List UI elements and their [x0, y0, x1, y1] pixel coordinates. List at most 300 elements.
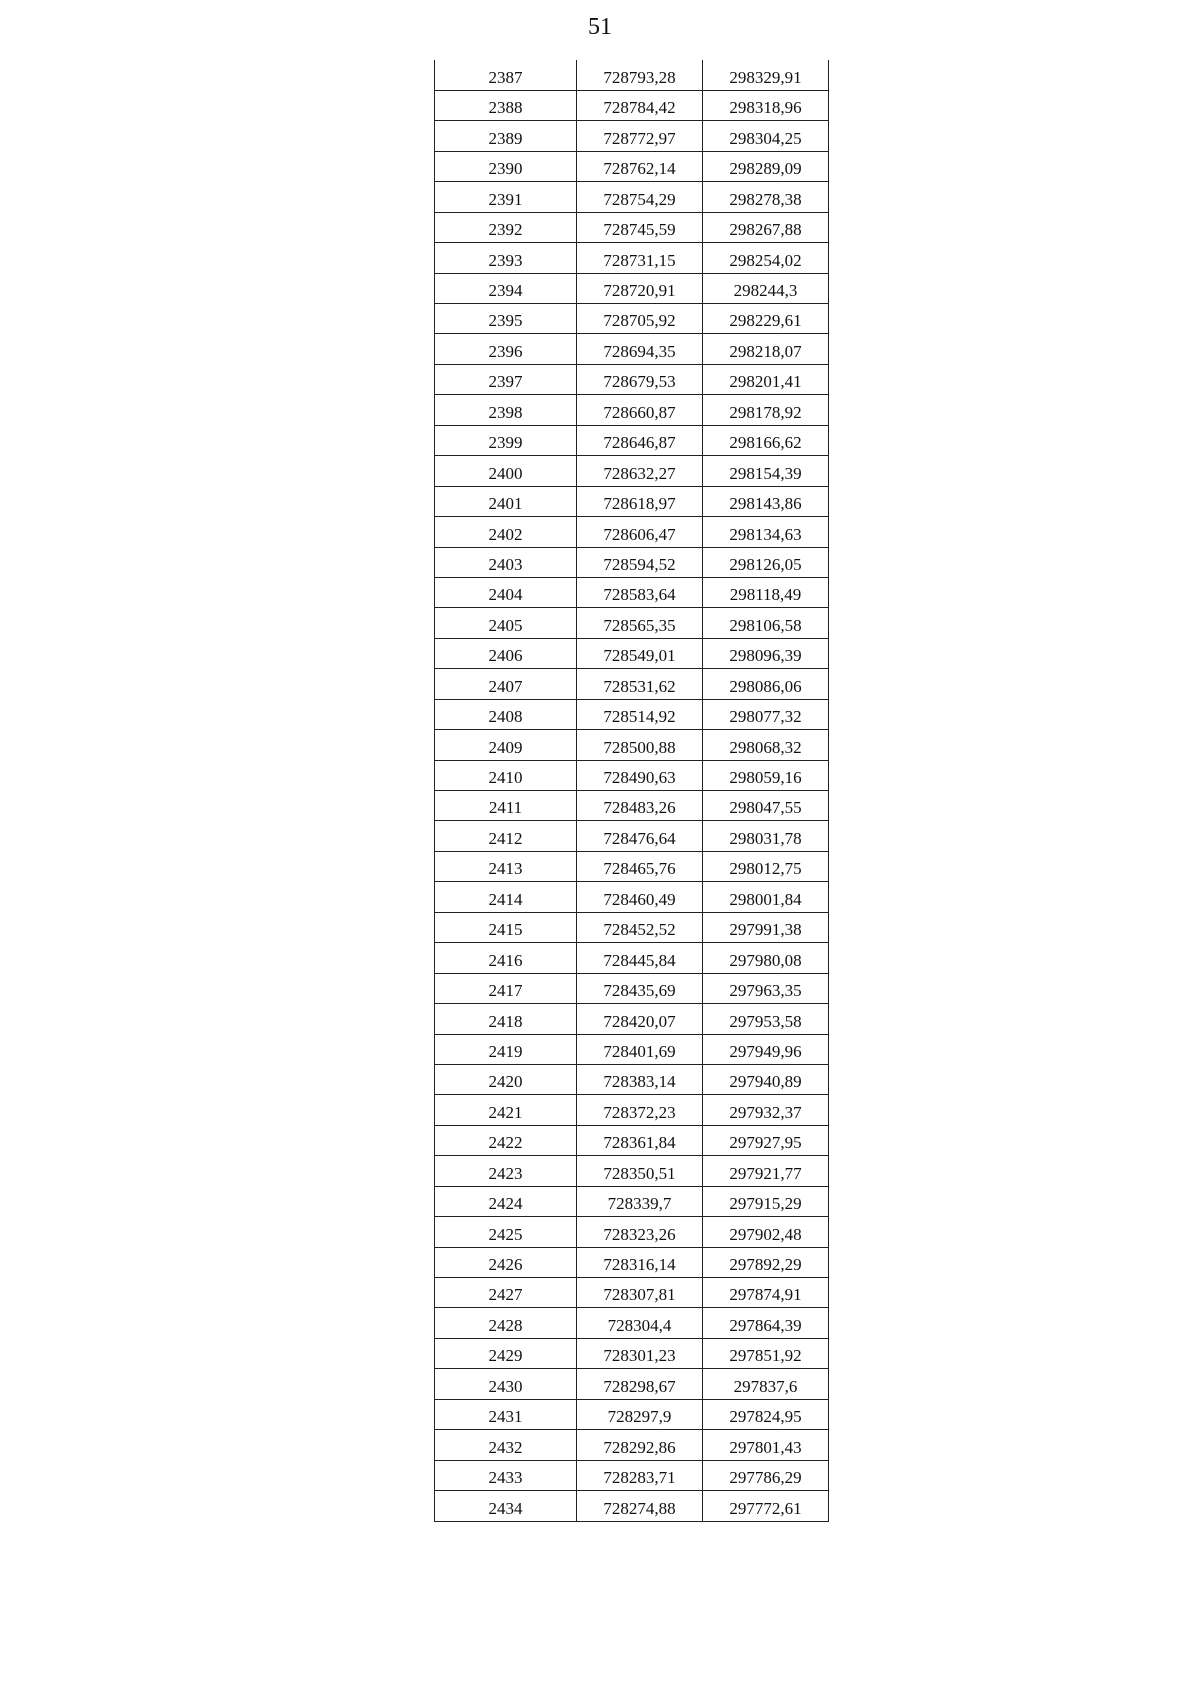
- cell-text: 2427: [488, 1285, 523, 1305]
- table-row: [435, 638, 829, 668]
- cell-text: 728316,14: [603, 1255, 676, 1274]
- table-row: [435, 1186, 829, 1216]
- cell-text: 297772,61: [729, 1498, 802, 1518]
- cell-text: 728297,9: [607, 1407, 672, 1427]
- cell-text: 298267,88: [729, 220, 802, 240]
- table-row: [435, 151, 829, 181]
- y-coordinate-cell: [703, 1430, 829, 1460]
- cell-text: 2428: [488, 1315, 523, 1335]
- y-coordinate-cell: [703, 1491, 829, 1521]
- y-coordinate-cell: [703, 1034, 829, 1064]
- cell-text: 728292,86: [603, 1437, 676, 1457]
- x-coordinate-cell: [577, 60, 703, 90]
- cell-text: 2402: [488, 524, 523, 544]
- table-row: [435, 90, 829, 120]
- table-row: [435, 1460, 829, 1490]
- y-coordinate-cell: [703, 1095, 829, 1125]
- cell-text: 2418: [488, 1011, 523, 1031]
- cell-text: 2401: [488, 494, 523, 514]
- table-row: [435, 791, 829, 821]
- y-coordinate-cell: [703, 486, 829, 516]
- cell-text: 728583,64: [603, 585, 676, 605]
- cell-text: 2432: [488, 1437, 523, 1457]
- y-coordinate-cell: [703, 304, 829, 334]
- point-number-cell: [435, 1095, 577, 1125]
- x-coordinate-cell: [577, 669, 703, 699]
- y-coordinate-cell: [703, 243, 829, 273]
- point-number-cell: [435, 791, 577, 821]
- x-coordinate-cell: [577, 1369, 703, 1399]
- cell-text: 728274,88: [603, 1498, 676, 1518]
- y-coordinate-cell: [703, 1369, 829, 1399]
- cell-text: 298318,96: [729, 98, 802, 118]
- point-number-cell: [435, 851, 577, 881]
- cell-text: 2412: [488, 828, 523, 848]
- cell-text: 728435,69: [603, 981, 676, 1001]
- point-number-cell: [435, 395, 577, 425]
- cell-text: 2415: [488, 920, 523, 940]
- cell-text: 298154,39: [729, 463, 802, 483]
- x-coordinate-cell: [577, 1095, 703, 1125]
- y-coordinate-cell: [703, 212, 829, 242]
- y-coordinate-cell: [703, 90, 829, 120]
- cell-text: 728298,67: [603, 1376, 676, 1396]
- cell-text: 2399: [488, 433, 523, 453]
- table-row: [435, 243, 829, 273]
- cell-text: 298031,78: [729, 828, 802, 848]
- cell-text: 2405: [488, 615, 523, 635]
- x-coordinate-cell: [577, 364, 703, 394]
- cell-text: 297824,95: [729, 1407, 802, 1427]
- table-row: [435, 1369, 829, 1399]
- x-coordinate-cell: [577, 486, 703, 516]
- cell-text: 2395: [488, 311, 523, 331]
- table-row: [435, 1430, 829, 1460]
- x-coordinate-cell: [577, 1430, 703, 1460]
- cell-text: 2390: [488, 159, 523, 179]
- table-row: [435, 182, 829, 212]
- y-coordinate-cell: [703, 334, 829, 364]
- x-coordinate-cell: [577, 1034, 703, 1064]
- cell-text: 298218,07: [729, 341, 802, 361]
- y-coordinate-cell: [703, 973, 829, 1003]
- coordinates-table: [434, 60, 829, 1522]
- table-row: [435, 851, 829, 881]
- y-coordinate-cell: [703, 1217, 829, 1247]
- table-row: [435, 821, 829, 851]
- y-coordinate-cell: [703, 851, 829, 881]
- x-coordinate-cell: [577, 1491, 703, 1521]
- table-row: [435, 60, 829, 90]
- cell-text: 2403: [488, 554, 523, 574]
- point-number-cell: [435, 1217, 577, 1247]
- y-coordinate-cell: [703, 1125, 829, 1155]
- point-number-cell: [435, 1278, 577, 1308]
- cell-text: 297949,96: [729, 1041, 802, 1061]
- cell-text: 2420: [488, 1072, 523, 1092]
- cell-text: 2425: [488, 1224, 523, 1244]
- table-body: [435, 60, 829, 1521]
- x-coordinate-cell: [577, 730, 703, 760]
- cell-text: 298047,55: [729, 798, 802, 818]
- cell-text: 728762,14: [603, 159, 676, 179]
- cell-text: 728476,64: [603, 828, 676, 848]
- cell-text: 2387: [488, 67, 523, 87]
- cell-text: 728793,28: [603, 67, 676, 87]
- cell-text: 2411: [488, 798, 523, 818]
- table-row: [435, 304, 829, 334]
- cell-text: 2429: [488, 1346, 523, 1366]
- cell-text: 298244,3: [733, 281, 798, 300]
- cell-text: 298077,32: [729, 707, 802, 727]
- cell-text: 728301,23: [603, 1346, 676, 1366]
- y-coordinate-cell: [703, 121, 829, 151]
- cell-text: 2397: [488, 372, 523, 392]
- y-coordinate-cell: [703, 151, 829, 181]
- cell-text: 728339,7: [607, 1194, 672, 1214]
- cell-text: 728500,88: [603, 737, 676, 757]
- x-coordinate-cell: [577, 943, 703, 973]
- point-number-cell: [435, 943, 577, 973]
- cell-text: 728514,92: [603, 707, 676, 727]
- x-coordinate-cell: [577, 304, 703, 334]
- y-coordinate-cell: [703, 517, 829, 547]
- x-coordinate-cell: [577, 1247, 703, 1277]
- cell-text: 2426: [488, 1255, 523, 1274]
- x-coordinate-cell: [577, 1186, 703, 1216]
- point-number-cell: [435, 1338, 577, 1368]
- cell-text: 2434: [488, 1498, 523, 1518]
- cell-text: 2431: [488, 1407, 523, 1427]
- cell-text: 2414: [488, 889, 523, 909]
- point-number-cell: [435, 1186, 577, 1216]
- table-row: [435, 1338, 829, 1368]
- table-row: [435, 1156, 829, 1186]
- point-number-cell: [435, 760, 577, 790]
- cell-text: 728420,07: [603, 1011, 676, 1031]
- cell-text: 728754,29: [603, 189, 676, 209]
- cell-text: 298143,86: [729, 494, 802, 514]
- y-coordinate-cell: [703, 882, 829, 912]
- y-coordinate-cell: [703, 1156, 829, 1186]
- point-number-cell: [435, 121, 577, 151]
- y-coordinate-cell: [703, 577, 829, 607]
- table-row: [435, 943, 829, 973]
- table-row: [435, 1004, 829, 1034]
- y-coordinate-cell: [703, 821, 829, 851]
- y-coordinate-cell: [703, 1186, 829, 1216]
- y-coordinate-cell: [703, 730, 829, 760]
- cell-text: 728679,53: [603, 372, 676, 392]
- cell-text: 728531,62: [603, 676, 676, 696]
- table-row: [435, 121, 829, 151]
- cell-text: 2398: [488, 402, 523, 422]
- point-number-cell: [435, 1247, 577, 1277]
- point-number-cell: [435, 334, 577, 364]
- point-number-cell: [435, 1308, 577, 1338]
- cell-text: 728350,51: [603, 1163, 676, 1183]
- point-number-cell: [435, 669, 577, 699]
- cell-text: 728490,63: [603, 768, 676, 787]
- table-row: [435, 730, 829, 760]
- cell-text: 2389: [488, 128, 523, 148]
- cell-text: 298001,84: [729, 889, 802, 909]
- y-coordinate-cell: [703, 273, 829, 303]
- cell-text: 728323,26: [603, 1224, 676, 1244]
- point-number-cell: [435, 212, 577, 242]
- cell-text: 2419: [488, 1041, 523, 1061]
- cell-text: 2416: [488, 950, 523, 970]
- cell-text: 298329,91: [729, 67, 802, 87]
- cell-text: 2410: [488, 768, 523, 787]
- cell-text: 298289,09: [729, 159, 802, 179]
- point-number-cell: [435, 699, 577, 729]
- point-number-cell: [435, 1125, 577, 1155]
- cell-text: 728646,87: [603, 433, 676, 453]
- cell-text: 298178,92: [729, 402, 802, 422]
- y-coordinate-cell: [703, 1247, 829, 1277]
- cell-text: 2404: [488, 585, 523, 605]
- x-coordinate-cell: [577, 1125, 703, 1155]
- cell-text: 728705,92: [603, 311, 676, 331]
- y-coordinate-cell: [703, 943, 829, 973]
- table-row: [435, 1064, 829, 1094]
- y-coordinate-cell: [703, 1399, 829, 1429]
- cell-text: 2393: [488, 250, 523, 270]
- table-row: [435, 760, 829, 790]
- cell-text: 298166,62: [729, 433, 802, 453]
- cell-text: 728383,14: [603, 1072, 676, 1092]
- cell-text: 298304,25: [729, 128, 802, 148]
- cell-text: 2422: [488, 1133, 523, 1153]
- cell-text: 298134,63: [729, 524, 802, 544]
- cell-text: 728694,35: [603, 341, 676, 361]
- cell-text: 298059,16: [729, 768, 802, 787]
- table-row: [435, 1095, 829, 1125]
- cell-text: 728283,71: [603, 1468, 676, 1488]
- cell-text: 728745,59: [603, 220, 676, 240]
- cell-text: 728549,01: [603, 646, 676, 666]
- cell-text: 297921,77: [729, 1163, 802, 1183]
- cell-text: 2423: [488, 1163, 523, 1183]
- point-number-cell: [435, 364, 577, 394]
- x-coordinate-cell: [577, 882, 703, 912]
- x-coordinate-cell: [577, 90, 703, 120]
- x-coordinate-cell: [577, 517, 703, 547]
- y-coordinate-cell: [703, 425, 829, 455]
- point-number-cell: [435, 517, 577, 547]
- cell-text: 297953,58: [729, 1011, 802, 1031]
- cell-text: 298229,61: [729, 311, 802, 331]
- table-row: [435, 1278, 829, 1308]
- y-coordinate-cell: [703, 1460, 829, 1490]
- x-coordinate-cell: [577, 1217, 703, 1247]
- cell-text: 298254,02: [729, 250, 802, 270]
- point-number-cell: [435, 577, 577, 607]
- x-coordinate-cell: [577, 851, 703, 881]
- table-row: [435, 395, 829, 425]
- x-coordinate-cell: [577, 973, 703, 1003]
- cell-text: 298201,41: [729, 372, 802, 392]
- cell-text: 728606,47: [603, 524, 676, 544]
- x-coordinate-cell: [577, 577, 703, 607]
- x-coordinate-cell: [577, 1156, 703, 1186]
- page-number: 51: [588, 14, 612, 40]
- x-coordinate-cell: [577, 699, 703, 729]
- point-number-cell: [435, 182, 577, 212]
- cell-text: 2392: [488, 220, 523, 240]
- point-number-cell: [435, 882, 577, 912]
- x-coordinate-cell: [577, 1338, 703, 1368]
- cell-text: 2396: [488, 341, 523, 361]
- cell-text: 297980,08: [729, 950, 802, 970]
- cell-text: 2391: [488, 189, 523, 209]
- cell-text: 728445,84: [603, 950, 676, 970]
- cell-text: 2424: [488, 1194, 523, 1214]
- point-number-cell: [435, 243, 577, 273]
- cell-text: 728772,97: [603, 128, 676, 148]
- table-row: [435, 973, 829, 1003]
- cell-text: 297851,92: [729, 1346, 802, 1366]
- cell-text: 728460,49: [603, 889, 676, 909]
- cell-text: 2400: [488, 463, 523, 483]
- table-row: [435, 273, 829, 303]
- y-coordinate-cell: [703, 608, 829, 638]
- y-coordinate-cell: [703, 547, 829, 577]
- cell-text: 2430: [488, 1376, 523, 1396]
- x-coordinate-cell: [577, 821, 703, 851]
- x-coordinate-cell: [577, 121, 703, 151]
- cell-text: 297786,29: [729, 1468, 802, 1488]
- cell-text: 728372,23: [603, 1102, 676, 1122]
- point-number-cell: [435, 90, 577, 120]
- x-coordinate-cell: [577, 456, 703, 486]
- table-row: [435, 486, 829, 516]
- cell-text: 2417: [488, 981, 523, 1001]
- table-row: [435, 425, 829, 455]
- point-number-cell: [435, 730, 577, 760]
- cell-text: 728361,84: [603, 1133, 676, 1153]
- y-coordinate-cell: [703, 1064, 829, 1094]
- cell-text: 728720,91: [603, 281, 676, 300]
- cell-text: 297902,48: [729, 1224, 802, 1244]
- cell-text: 728660,87: [603, 402, 676, 422]
- x-coordinate-cell: [577, 1278, 703, 1308]
- x-coordinate-cell: [577, 791, 703, 821]
- x-coordinate-cell: [577, 1399, 703, 1429]
- x-coordinate-cell: [577, 1308, 703, 1338]
- point-number-cell: [435, 547, 577, 577]
- y-coordinate-cell: [703, 791, 829, 821]
- cell-text: 298012,75: [729, 859, 802, 879]
- table-row: [435, 912, 829, 942]
- cell-text: 298096,39: [729, 646, 802, 666]
- cell-text: 297874,91: [729, 1285, 802, 1305]
- cell-text: 2409: [488, 737, 523, 757]
- x-coordinate-cell: [577, 243, 703, 273]
- y-coordinate-cell: [703, 1308, 829, 1338]
- x-coordinate-cell: [577, 273, 703, 303]
- point-number-cell: [435, 638, 577, 668]
- table-row: [435, 1125, 829, 1155]
- table-row: [435, 669, 829, 699]
- cell-text: 297864,39: [729, 1315, 802, 1335]
- point-number-cell: [435, 151, 577, 181]
- y-coordinate-cell: [703, 182, 829, 212]
- cell-text: 728618,97: [603, 494, 676, 514]
- cell-text: 728594,52: [603, 554, 676, 574]
- x-coordinate-cell: [577, 760, 703, 790]
- y-coordinate-cell: [703, 1338, 829, 1368]
- table-row: [435, 517, 829, 547]
- point-number-cell: [435, 1034, 577, 1064]
- cell-text: 298106,58: [729, 615, 802, 635]
- table-row: [435, 212, 829, 242]
- y-coordinate-cell: [703, 638, 829, 668]
- x-coordinate-cell: [577, 151, 703, 181]
- x-coordinate-cell: [577, 547, 703, 577]
- cell-text: 2408: [488, 707, 523, 727]
- cell-text: 298068,32: [729, 737, 802, 757]
- table-row: [435, 1399, 829, 1429]
- table-row: [435, 1491, 829, 1521]
- cell-text: 298086,06: [729, 676, 802, 696]
- cell-text: 728401,69: [603, 1041, 676, 1061]
- point-number-cell: [435, 1004, 577, 1034]
- y-coordinate-cell: [703, 669, 829, 699]
- cell-text: 2433: [488, 1468, 523, 1488]
- point-number-cell: [435, 1064, 577, 1094]
- x-coordinate-cell: [577, 912, 703, 942]
- cell-text: 297801,43: [729, 1437, 802, 1457]
- cell-text: 2406: [488, 646, 523, 666]
- x-coordinate-cell: [577, 638, 703, 668]
- cell-text: 2388: [488, 98, 523, 118]
- cell-text: 297932,37: [729, 1102, 802, 1122]
- y-coordinate-cell: [703, 395, 829, 425]
- point-number-cell: [435, 273, 577, 303]
- y-coordinate-cell: [703, 760, 829, 790]
- point-number-cell: [435, 486, 577, 516]
- point-number-cell: [435, 1491, 577, 1521]
- y-coordinate-cell: [703, 456, 829, 486]
- table-row: [435, 1308, 829, 1338]
- x-coordinate-cell: [577, 395, 703, 425]
- cell-text: 297991,38: [729, 920, 802, 940]
- x-coordinate-cell: [577, 334, 703, 364]
- point-number-cell: [435, 608, 577, 638]
- x-coordinate-cell: [577, 1004, 703, 1034]
- table-row: [435, 547, 829, 577]
- x-coordinate-cell: [577, 608, 703, 638]
- y-coordinate-cell: [703, 1004, 829, 1034]
- y-coordinate-cell: [703, 912, 829, 942]
- point-number-cell: [435, 973, 577, 1003]
- table-row: [435, 1247, 829, 1277]
- cell-text: 728465,76: [603, 859, 676, 879]
- table-row: [435, 1034, 829, 1064]
- point-number-cell: [435, 304, 577, 334]
- table-row: [435, 456, 829, 486]
- point-number-cell: [435, 912, 577, 942]
- cell-text: 2407: [488, 676, 523, 696]
- table-row: [435, 334, 829, 364]
- cell-text: 297927,95: [729, 1133, 802, 1153]
- x-coordinate-cell: [577, 1064, 703, 1094]
- point-number-cell: [435, 60, 577, 90]
- y-coordinate-cell: [703, 60, 829, 90]
- table-row: [435, 1217, 829, 1247]
